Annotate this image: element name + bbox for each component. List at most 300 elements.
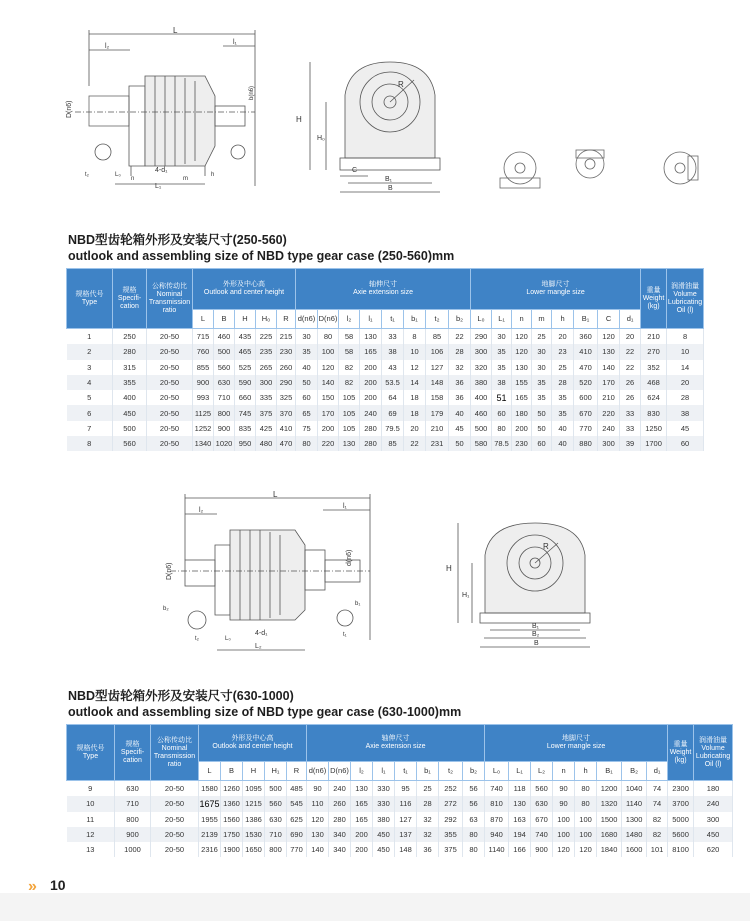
table-cell: 624 xyxy=(641,390,667,405)
svg-text:L₀: L₀ xyxy=(225,636,231,642)
table-cell: 11 xyxy=(67,812,115,827)
table-cell: 5600 xyxy=(668,827,694,842)
table-cell: 600 xyxy=(574,390,598,405)
subheader-cell: D(n6) xyxy=(318,310,339,329)
table-cell: 460 xyxy=(214,329,235,345)
table-cell: 130 xyxy=(307,827,329,842)
chevron-right-icon: » xyxy=(28,878,33,895)
drawing-gearbox-side-view-small xyxy=(55,26,260,191)
table-cell: 60 xyxy=(492,405,512,420)
table-cell: 370 xyxy=(277,405,296,420)
table-cell: 60 xyxy=(296,390,318,405)
h-weight-en: Weight (kg) xyxy=(642,294,665,310)
table-cell: 53.5 xyxy=(382,375,404,390)
table-cell: 660 xyxy=(235,390,256,405)
table-cell: 80 xyxy=(575,796,597,811)
table-cell: 1095 xyxy=(243,781,265,797)
table-cell: 900 xyxy=(115,827,151,842)
subheader-cell: t₂ xyxy=(426,310,449,329)
table-cell: 80 xyxy=(296,436,318,451)
table-cell: 50 xyxy=(449,436,471,451)
table-cell: 5000 xyxy=(668,812,694,827)
svg-text:C: C xyxy=(352,167,358,174)
svg-text:t₂: t₂ xyxy=(85,172,89,178)
table-row xyxy=(67,436,704,451)
svg-text:R: R xyxy=(398,80,404,89)
table-cell: 625 xyxy=(287,812,307,827)
subheader-cell: b₁ xyxy=(404,310,426,329)
table-cell: 26 xyxy=(620,375,641,390)
table-cell: 80 xyxy=(575,781,597,797)
table-cell: 280 xyxy=(360,436,382,451)
table-cell: 900 xyxy=(214,421,235,436)
table-cell: 485 xyxy=(287,781,307,797)
svg-text:R: R xyxy=(543,542,549,551)
table-cell: 25 xyxy=(417,781,439,797)
section2-title-cn: NBD型齿轮箱外形及安装尺寸(630-1000) xyxy=(68,689,294,703)
table-cell: 800 xyxy=(214,405,235,420)
svg-text:B: B xyxy=(534,640,539,647)
subheader-cell: d₁ xyxy=(647,762,668,781)
table-cell: 20-50 xyxy=(151,812,199,827)
table-cell: 1560 xyxy=(221,812,243,827)
svg-text:H: H xyxy=(446,564,452,573)
subheader-cell: b₂ xyxy=(449,310,471,329)
table-cell: 360 xyxy=(574,329,598,345)
table-cell: 179 xyxy=(426,405,449,420)
table-cell: 105 xyxy=(339,390,360,405)
table-cell: 1125 xyxy=(193,405,214,420)
table-cell: 800 xyxy=(265,842,287,857)
table-cell: 80 xyxy=(318,329,339,345)
h2-foot-en: Lower mangle size xyxy=(546,743,606,750)
table-cell: 137 xyxy=(395,827,417,842)
h2-type-en: Type xyxy=(82,752,99,760)
svg-text:H₁: H₁ xyxy=(462,592,470,599)
subheader-cell: B₁ xyxy=(574,310,598,329)
table-cell: 140 xyxy=(318,375,339,390)
table-row xyxy=(67,344,704,359)
table-cell: 760 xyxy=(193,344,214,359)
table-cell: 210 xyxy=(598,390,620,405)
table-cell: 170 xyxy=(318,405,339,420)
table-row xyxy=(67,842,733,857)
table-cell: 36 xyxy=(449,390,471,405)
table-cell: 35 xyxy=(492,360,512,375)
table-row xyxy=(67,421,704,436)
svg-text:H: H xyxy=(296,115,302,124)
table-cell: 120 xyxy=(512,344,532,359)
subheader-cell: l₂ xyxy=(339,310,360,329)
table-cell: 20-50 xyxy=(151,796,199,811)
table-cell: 290 xyxy=(471,329,492,345)
table-cell: 480 xyxy=(256,436,277,451)
table-cell: 58 xyxy=(339,329,360,345)
subheader-cell: n xyxy=(553,762,575,781)
table-cell: 100 xyxy=(318,344,339,359)
svg-text:L: L xyxy=(273,490,278,499)
table-cell: 630 xyxy=(115,781,151,797)
table-cell: 63 xyxy=(463,812,485,827)
h2-oil-en: Volume Lubricating Oil (l) xyxy=(695,744,731,768)
spec-table-630-1000 xyxy=(66,724,733,857)
subheader-cell: B₁ xyxy=(597,762,622,781)
table-cell: 12 xyxy=(67,827,115,842)
table-cell: 18 xyxy=(404,390,426,405)
table-cell: 290 xyxy=(277,375,296,390)
table-cell: 620 xyxy=(694,842,733,857)
table-cell: 200 xyxy=(360,375,382,390)
subheader-cell: L xyxy=(199,762,221,781)
table-cell: 830 xyxy=(641,405,667,420)
h-spec-en: Specifi-cation xyxy=(117,294,142,310)
table-cell: 20-50 xyxy=(147,421,193,436)
table-cell: 105 xyxy=(339,421,360,436)
table-cell: 315 xyxy=(113,360,147,375)
table-cell: 810 xyxy=(485,796,509,811)
table-cell: 380 xyxy=(471,375,492,390)
table-cell: 85 xyxy=(382,436,404,451)
subheader-cell: d(n6) xyxy=(296,310,318,329)
table-cell: 300 xyxy=(471,344,492,359)
table-cell: 80 xyxy=(463,827,485,842)
table-row xyxy=(67,812,733,827)
table-cell: 32 xyxy=(449,360,471,375)
table-cell: 500 xyxy=(471,421,492,436)
table-cell: 20-50 xyxy=(147,390,193,405)
table-cell: 130 xyxy=(360,329,382,345)
section1-title xyxy=(68,232,454,264)
table-cell: 435 xyxy=(235,329,256,345)
table-cell: 460 xyxy=(471,405,492,420)
h-spec-cn: 规格 xyxy=(122,286,137,294)
page-number-block xyxy=(28,876,88,896)
table-cell: 10 xyxy=(404,344,426,359)
table-cell: 90 xyxy=(307,781,329,797)
subheader-cell: b₁ xyxy=(417,762,439,781)
table-cell: 90 xyxy=(553,781,575,797)
table-cell: 14 xyxy=(404,375,426,390)
table-cell: 340 xyxy=(329,842,351,857)
table-cell: 450 xyxy=(694,827,733,842)
table-cell: 13 xyxy=(67,842,115,857)
table-cell: 280 xyxy=(113,344,147,359)
table-cell: 500 xyxy=(214,344,235,359)
table-cell: 35 xyxy=(296,344,318,359)
section2-title xyxy=(68,688,461,720)
table-cell: 25 xyxy=(532,329,552,345)
h-foot-en: Lower mangle size xyxy=(526,289,585,296)
h-axie-cn: 轴伸尺寸 xyxy=(369,281,398,288)
table-cell: 690 xyxy=(287,827,307,842)
drawing-mount-variants xyxy=(490,140,720,195)
svg-text:l₁: l₁ xyxy=(343,503,347,510)
h2-spec-cn: 规格 xyxy=(125,740,140,748)
table-cell: 745 xyxy=(235,405,256,420)
table-cell: 110 xyxy=(307,796,329,811)
table-cell: 835 xyxy=(235,421,256,436)
table-cell: 20-50 xyxy=(147,344,193,359)
subheader-cell: t₁ xyxy=(382,310,404,329)
h2-weight-cn: 重量 xyxy=(673,740,688,748)
subheader-cell: H xyxy=(243,762,265,781)
table-cell: 20 xyxy=(404,421,426,436)
table-cell: 330 xyxy=(373,781,395,797)
table-cell: 194 xyxy=(509,827,531,842)
footer-band xyxy=(0,893,750,921)
table-cell: 20 xyxy=(620,329,641,345)
table-cell: 855 xyxy=(193,360,214,375)
table-row xyxy=(67,360,704,375)
table-cell: 20-50 xyxy=(147,329,193,345)
table-cell: 670 xyxy=(531,812,553,827)
table-cell: 1650 xyxy=(243,842,265,857)
table-cell: 1215 xyxy=(243,796,265,811)
h2-outlook-en: Outlook and center height xyxy=(212,743,293,750)
h-outlook-cn: 外形及中心高 xyxy=(223,281,265,288)
table-cell: 300 xyxy=(256,375,277,390)
svg-text:l₂: l₂ xyxy=(199,507,204,514)
subheader-cell: L₀ xyxy=(471,310,492,329)
table-cell: 165 xyxy=(512,390,532,405)
table-cell: 28 xyxy=(552,375,574,390)
subheader-cell: L xyxy=(193,310,214,329)
table-cell: 64 xyxy=(382,390,404,405)
svg-text:L₁: L₁ xyxy=(155,183,162,190)
table-cell: 20-50 xyxy=(147,405,193,420)
table-cell: 148 xyxy=(426,375,449,390)
table-cell: 200 xyxy=(351,842,373,857)
table-cell: 3700 xyxy=(668,796,694,811)
table-cell: 560 xyxy=(531,781,553,797)
h2-ratio-en: Nominal Transmission ratio xyxy=(153,744,196,768)
svg-text:t₁: t₁ xyxy=(343,632,347,638)
table-cell: 320 xyxy=(471,360,492,375)
subheader-cell: L₀ xyxy=(485,762,509,781)
table-cell: 85 xyxy=(426,329,449,345)
table-cell: 25 xyxy=(552,360,574,375)
table-cell: 43 xyxy=(382,360,404,375)
table-cell: 465 xyxy=(235,344,256,359)
dim-L: L xyxy=(173,26,178,35)
table-cell: 12 xyxy=(404,360,426,375)
table-cell: 50 xyxy=(532,405,552,420)
table-row xyxy=(67,405,704,420)
table-cell: 450 xyxy=(373,842,395,857)
subheader-cell: H₁ xyxy=(265,762,287,781)
table-cell: 1040 xyxy=(622,781,647,797)
subheader-cell: L₁ xyxy=(492,310,512,329)
table-row xyxy=(67,796,733,811)
h2-axie-en: Axie extension size xyxy=(365,743,426,750)
h2-ratio-cn: 公称传动比 xyxy=(157,736,192,744)
table-cell: 340 xyxy=(329,827,351,842)
table-cell: 2 xyxy=(67,344,113,359)
h-oil-en: Volume Lubricating Oil (l) xyxy=(667,290,703,314)
table-cell: 1680 xyxy=(597,827,622,842)
h2-type-cn: 规格代号 xyxy=(76,744,105,752)
table-cell: 1530 xyxy=(243,827,265,842)
table-cell: 8 xyxy=(67,436,113,451)
table-cell: 82 xyxy=(647,827,668,842)
table-cell: 300 xyxy=(598,436,620,451)
table-cell: 20-50 xyxy=(147,375,193,390)
table-cell: 8 xyxy=(667,329,704,345)
h-type-cn: 规格代号 xyxy=(75,290,104,298)
table-cell: 870 xyxy=(485,812,509,827)
table-cell: 1300 xyxy=(622,812,647,827)
table-cell: 10 xyxy=(667,344,704,359)
table-cell: 770 xyxy=(287,842,307,857)
svg-text:t₂: t₂ xyxy=(195,636,199,642)
table-cell: 50 xyxy=(296,375,318,390)
table-cell: 35 xyxy=(552,405,574,420)
table-cell: 292 xyxy=(439,812,463,827)
subheader-cell: D(n6) xyxy=(329,762,351,781)
table-cell: 22 xyxy=(449,329,471,345)
table-cell: 1252 xyxy=(193,421,214,436)
subheader-cell: d(n6) xyxy=(307,762,329,781)
svg-text:B₁: B₁ xyxy=(385,176,393,183)
table-cell: 30 xyxy=(296,329,318,345)
table-cell: 26 xyxy=(620,390,641,405)
table-cell: 100 xyxy=(553,827,575,842)
table-cell: 130 xyxy=(509,796,531,811)
h2-oil-cn: 润滑油量 xyxy=(699,736,728,744)
table-cell: 100 xyxy=(553,812,575,827)
page-number: 10 xyxy=(50,877,66,893)
table-cell: 56 xyxy=(463,796,485,811)
svg-text:b₁: b₁ xyxy=(355,601,361,607)
section1-title-cn: NBD型齿轮箱外形及安装尺寸(250-560) xyxy=(68,233,287,247)
table-cell: 2316 xyxy=(199,842,221,857)
table-cell: 127 xyxy=(426,360,449,375)
table-cell: 20-50 xyxy=(147,436,193,451)
svg-text:B₂: B₂ xyxy=(532,631,540,638)
h-ratio-cn: 公称传动比 xyxy=(152,282,187,290)
table-cell: 425 xyxy=(256,421,277,436)
table-cell: 65 xyxy=(296,405,318,420)
table-row xyxy=(67,375,704,390)
table-cell: 30 xyxy=(532,344,552,359)
table-cell: 120 xyxy=(307,812,329,827)
table-cell: 20-50 xyxy=(151,781,199,797)
table-cell: 101 xyxy=(647,842,668,857)
subheader-cell: n xyxy=(512,310,532,329)
table-cell: 78.5 xyxy=(492,436,512,451)
table-cell: 40 xyxy=(296,360,318,375)
table-cell: 1480 xyxy=(622,827,647,842)
table-cell: 670 xyxy=(574,405,598,420)
subheader-cell: B xyxy=(214,310,235,329)
table-cell: 280 xyxy=(329,812,351,827)
spec-table-250-560 xyxy=(66,268,704,451)
table-row xyxy=(67,781,733,797)
h2-spec-en: Specifi-cation xyxy=(120,748,145,764)
table-cell: 450 xyxy=(113,405,147,420)
table-cell: 252 xyxy=(439,781,463,797)
table-cell: 1580 xyxy=(199,781,221,797)
table-cell: 230 xyxy=(512,436,532,451)
svg-text:B₁: B₁ xyxy=(532,623,540,630)
subheader-cell: t₁ xyxy=(395,762,417,781)
subheader-cell: B₂ xyxy=(622,762,647,781)
table-cell: 240 xyxy=(360,405,382,420)
table-cell: 51 xyxy=(492,390,512,405)
table-cell: 1675 xyxy=(199,796,221,811)
h2-foot-cn: 地脚尺寸 xyxy=(562,735,591,742)
table-cell: 2300 xyxy=(668,781,694,797)
table-cell: 32 xyxy=(417,812,439,827)
table-cell: 75 xyxy=(296,421,318,436)
table-cell: 710 xyxy=(115,796,151,811)
table-cell: 40 xyxy=(552,436,574,451)
table-cell: 165 xyxy=(351,812,373,827)
section2-title-en: outlook and assembling size of NBD type gear case (630-1000)mm xyxy=(68,705,462,719)
table-cell: 116 xyxy=(395,796,417,811)
table-cell: 470 xyxy=(277,436,296,451)
svg-text:l₂: l₂ xyxy=(105,43,110,50)
table-cell: 230 xyxy=(277,344,296,359)
table-cell: 500 xyxy=(265,781,287,797)
subheader-cell: l₂ xyxy=(351,762,373,781)
table-cell: 180 xyxy=(512,405,532,420)
table-cell: 900 xyxy=(193,375,214,390)
h2-weight-en: Weight (kg) xyxy=(669,748,692,764)
table-cell: 180 xyxy=(694,781,733,797)
table-row xyxy=(67,329,704,345)
table-cell: 580 xyxy=(471,436,492,451)
table-cell: 158 xyxy=(426,390,449,405)
table-cell: 33 xyxy=(620,421,641,436)
table-row xyxy=(67,390,704,405)
table-cell: 1900 xyxy=(221,842,243,857)
table-cell: 270 xyxy=(641,344,667,359)
table-cell: 82 xyxy=(339,360,360,375)
table-cell: 45 xyxy=(449,421,471,436)
table-cell: 880 xyxy=(574,436,598,451)
table-cell: 166 xyxy=(509,842,531,857)
section1-title-en: outlook and assembling size of NBD type gear case (250-560)mm xyxy=(68,249,455,263)
table-cell: 210 xyxy=(426,421,449,436)
table-cell: 220 xyxy=(598,405,620,420)
h-foot-cn: 地脚尺寸 xyxy=(541,281,570,288)
table-cell: 560 xyxy=(214,360,235,375)
table-cell: 165 xyxy=(360,344,382,359)
table-cell: 39 xyxy=(620,436,641,451)
table-cell: 18 xyxy=(404,405,426,420)
table-cell: 35 xyxy=(532,375,552,390)
table-cell: 58 xyxy=(339,344,360,359)
table-cell: 22 xyxy=(620,344,641,359)
table-row xyxy=(67,827,733,842)
table-cell: 80 xyxy=(463,842,485,857)
table-cell: 740 xyxy=(485,781,509,797)
table-cell: 300 xyxy=(694,812,733,827)
table-cell: 200 xyxy=(360,390,382,405)
table-cell: 120 xyxy=(575,842,597,857)
table-cell: 20-50 xyxy=(151,827,199,842)
table-cell: 225 xyxy=(256,329,277,345)
table-cell: 80 xyxy=(492,421,512,436)
svg-text:L₀: L₀ xyxy=(115,172,121,178)
table-cell: 220 xyxy=(318,436,339,451)
table-cell: 106 xyxy=(426,344,449,359)
table-cell: 33 xyxy=(382,329,404,345)
subheader-cell: t₂ xyxy=(439,762,463,781)
table-cell: 155 xyxy=(512,375,532,390)
table-cell: 4 xyxy=(67,375,113,390)
